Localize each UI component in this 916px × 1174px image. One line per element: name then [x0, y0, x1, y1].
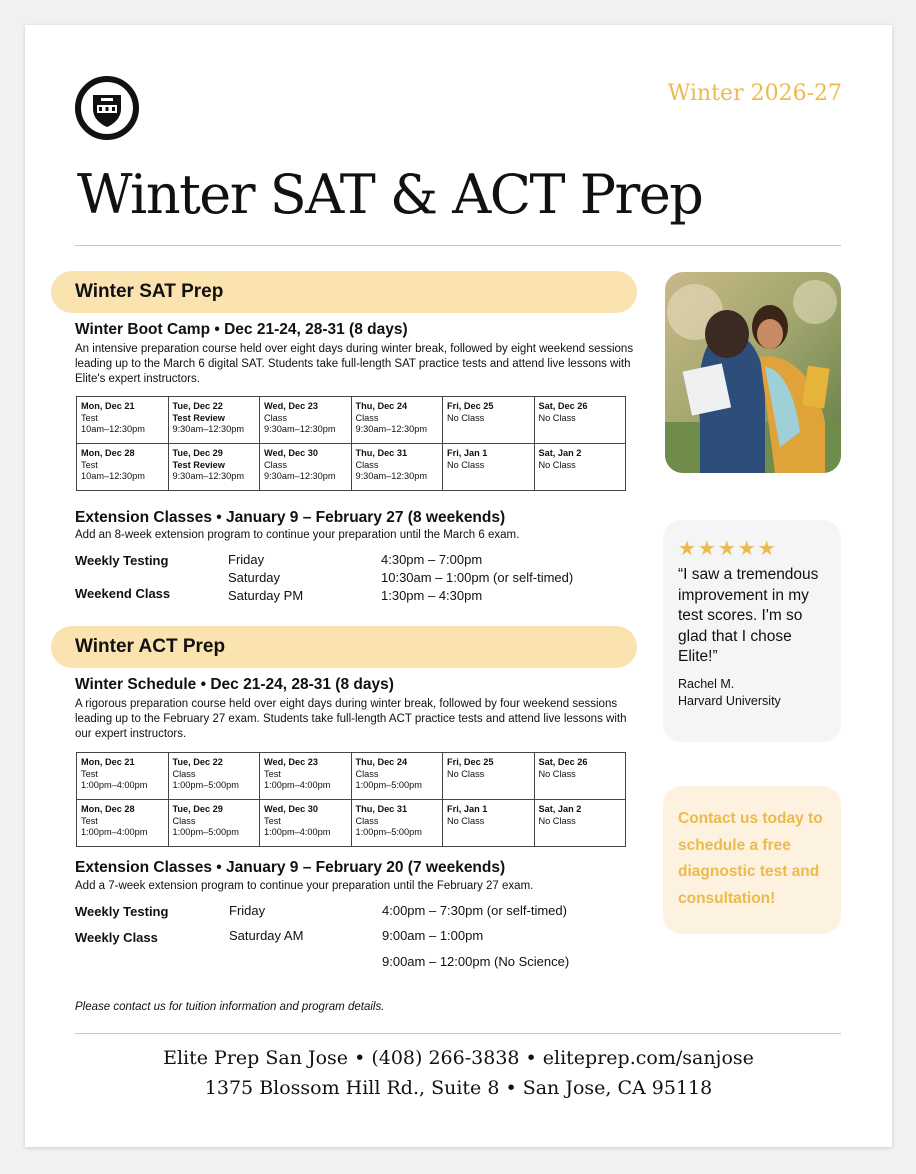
cta-text: Contact us today to schedule a free diagnostic test and consultation! [678, 810, 823, 907]
cell-day: Tue, Dec 22 [172, 401, 223, 411]
act-ext-day: Saturday AM [229, 928, 304, 943]
act-schedule-row [77, 800, 626, 847]
sat-schedule-cell [351, 444, 443, 491]
sat-schedule-cell [443, 397, 535, 444]
sat-bootcamp-description: An intensive preparation course held over eight days during winter break, followed by eight weekend sessions leading up to the March 6 digital SAT. Students take full-length SAT practice tests and attend live lessons with Elite's expert instructors. [75, 343, 634, 385]
cell-time: 9:30am–12:30pm [355, 471, 428, 481]
sat-schedule-cell [534, 397, 626, 444]
cell-time: 9:30am–12:30pm [172, 424, 245, 434]
sat-bootcamp-title: Winter Boot Camp • Dec 21-24, 28-31 (8 days) [75, 321, 408, 338]
cell-event: No Class [447, 815, 485, 826]
act-schedule-title: Winter Schedule • Dec 21-24, 28-31 (8 days) [75, 676, 394, 693]
cell-day: Thu, Dec 31 [355, 804, 408, 814]
cell-event: Test [81, 459, 98, 470]
cell-event: No Class [538, 412, 576, 423]
rating-stars-icon: ★★★★★ [678, 538, 778, 560]
cell-time: 1:00pm–4:00pm [81, 827, 148, 837]
act-banner: Winter ACT Prep [51, 626, 637, 668]
sat-schedule-cell [534, 444, 626, 491]
cell-event: No Class [447, 459, 485, 470]
act-schedule-cell [443, 800, 535, 847]
cell-day: Thu, Dec 31 [355, 448, 408, 458]
cell-time: 1:00pm–4:00pm [264, 827, 331, 837]
cell-event: No Class [447, 412, 485, 423]
page-title: Winter SAT & ACT Prep [77, 163, 703, 226]
act-ext-day: Friday [229, 903, 266, 918]
sat-schedule-cell [77, 444, 169, 491]
flyer-page [25, 25, 892, 1147]
cell-time: 1:00pm–5:00pm [355, 827, 422, 837]
act-schedule-cell [260, 800, 352, 847]
cell-event: Test [81, 768, 98, 779]
cta-card [663, 786, 841, 934]
act-schedule-row [77, 753, 626, 800]
testimonial-school: Harvard University [678, 693, 781, 708]
sat-ext-label: Weekly Testing [75, 553, 169, 568]
cell-time: 9:30am–12:30pm [355, 424, 428, 434]
act-schedule-cell [351, 800, 443, 847]
sat-schedule-cell [260, 397, 352, 444]
cell-time: 9:30am–12:30pm [264, 424, 336, 434]
sat-ext-day: Friday [228, 552, 265, 567]
students-hugging-photo [665, 272, 841, 473]
cell-day: Sat, Dec 26 [538, 757, 588, 767]
sat-schedule-row [77, 444, 626, 491]
cell-day: Mon, Dec 21 [81, 401, 135, 411]
act-extension-description: Add a 7-week extension program to continue your preparation until the February 27 exam. [75, 880, 534, 892]
act-schedule-cell [351, 753, 443, 800]
cell-event: No Class [538, 459, 576, 470]
cell-event: Class [264, 412, 287, 423]
sat-banner: Winter SAT Prep [51, 271, 637, 313]
act-schedule-cell [77, 753, 169, 800]
shield-crest-icon [75, 76, 139, 140]
cell-event: Test [264, 815, 281, 826]
act-ext-label: Weekly Testing [75, 904, 169, 919]
cell-time: 9:30am–12:30pm [172, 471, 245, 481]
cell-day: Wed, Dec 30 [264, 804, 318, 814]
cell-day: Thu, Dec 24 [355, 401, 408, 411]
cell-day: Tue, Dec 29 [172, 448, 223, 458]
cell-event: Test [264, 768, 281, 779]
sat-schedule-cell [77, 397, 169, 444]
cell-day: Wed, Dec 23 [264, 401, 318, 411]
sat-ext-time: 4:30pm – 7:00pm [381, 552, 483, 567]
cell-day: Fri, Jan 1 [447, 804, 488, 814]
cell-event: Class [264, 459, 287, 470]
cell-event: No Class [447, 768, 485, 779]
cell-event: Class [355, 412, 379, 423]
sat-ext-label: Weekend Class [75, 586, 171, 601]
act-ext-label: Weekly Class [75, 930, 158, 945]
act-schedule-cell [534, 753, 626, 800]
cell-event: Test Review [172, 412, 225, 423]
sat-schedule-table [76, 396, 626, 491]
act-ext-time: 4:00pm – 7:30pm (or self-timed) [382, 903, 567, 918]
contact-line-phone-web: Elite Prep San Jose • (408) 266-3838 • eliteprep.com/sanjose [163, 1047, 754, 1069]
testimonial-author: Rachel M. [678, 676, 735, 691]
cell-day: Sat, Dec 26 [538, 401, 588, 411]
cell-day: Thu, Dec 24 [355, 757, 408, 767]
act-schedule-cell [77, 800, 169, 847]
cell-time: 1:00pm–5:00pm [355, 780, 422, 790]
act-schedule-table [76, 752, 626, 847]
season-label: Winter 2026-27 [667, 81, 842, 106]
cell-time: 1:00pm–4:00pm [264, 780, 331, 790]
header-divider [75, 245, 841, 246]
contact-line-address: 1375 Blossom Hill Rd., Suite 8 • San Jose, CA 95118 [204, 1077, 713, 1099]
cell-day: Sat, Jan 2 [538, 804, 582, 814]
act-schedule-cell [168, 753, 260, 800]
cell-time: 10am–12:30pm [81, 471, 145, 481]
act-schedule-cell [168, 800, 260, 847]
sat-ext-day: Saturday [228, 570, 281, 585]
act-schedule-cell [443, 753, 535, 800]
cell-day: Wed, Dec 23 [264, 757, 318, 767]
cell-day: Sat, Jan 2 [538, 448, 582, 458]
cell-event: Test Review [172, 459, 225, 470]
sat-schedule-cell [168, 444, 260, 491]
cell-day: Mon, Dec 21 [81, 757, 135, 767]
cell-time: 1:00pm–5:00pm [172, 827, 239, 837]
cell-event: No Class [538, 768, 576, 779]
sat-ext-time: 1:30pm – 4:30pm [381, 588, 483, 603]
act-schedule-cell [534, 800, 626, 847]
cell-day: Tue, Dec 29 [172, 804, 223, 814]
act-extension-title: Extension Classes • January 9 – February 20 (7 weekends) [75, 859, 506, 876]
cell-day: Tue, Dec 22 [172, 757, 223, 767]
sat-extension-title: Extension Classes • January 9 – February 27 (8 weekends) [75, 509, 506, 526]
cell-event: No Class [538, 815, 576, 826]
cell-time: 9:30am–12:30pm [264, 471, 336, 481]
cell-event: Test [81, 412, 98, 423]
sat-schedule-cell [351, 397, 443, 444]
cell-day: Fri, Dec 25 [447, 757, 494, 767]
act-ext-time: 9:00am – 1:00pm [382, 928, 484, 943]
cell-day: Fri, Dec 25 [447, 401, 494, 411]
testimonial-card [663, 520, 841, 742]
sat-schedule-cell [443, 444, 535, 491]
sat-ext-time: 10:30am – 1:00pm (or self-timed) [381, 570, 574, 585]
act-schedule-description: A rigorous preparation course held over eight days during winter break, followed by four weekend sessions leading up to the February 27 exam. Students take full-length ACT practice tests and attend live lessons with our expert instructors. [75, 698, 627, 740]
cell-time: 1:00pm–5:00pm [172, 780, 239, 790]
act-ext-time: 9:00am – 12:00pm (No Science) [382, 954, 570, 969]
tuition-footnote: Please contact us for tuition information and program details. [75, 1001, 385, 1013]
cell-event: Class [172, 768, 196, 779]
cell-day: Fri, Jan 1 [447, 448, 488, 458]
sat-ext-day: Saturday PM [228, 588, 304, 603]
cell-event: Class [355, 815, 379, 826]
cell-day: Wed, Dec 30 [264, 448, 318, 458]
sat-schedule-cell [168, 397, 260, 444]
cell-day: Mon, Dec 28 [81, 448, 135, 458]
sat-schedule-cell [260, 444, 352, 491]
cell-time: 1:00pm–4:00pm [81, 780, 148, 790]
cell-event: Class [355, 459, 379, 470]
cell-time: 10am–12:30pm [81, 424, 145, 434]
testimonial-quote: “I saw a tremendous improvement in my test scores. I'm so glad that I chose Elite!” [678, 566, 819, 665]
cell-event: Test [81, 815, 98, 826]
sat-schedule-row [77, 397, 626, 444]
cell-event: Class [172, 815, 196, 826]
cell-event: Class [355, 768, 379, 779]
sat-extension-description: Add an 8-week extension program to continue your preparation until the March 6 exam. [75, 529, 520, 541]
cell-day: Mon, Dec 28 [81, 804, 135, 814]
footer-divider [75, 1033, 841, 1034]
act-schedule-cell [260, 753, 352, 800]
